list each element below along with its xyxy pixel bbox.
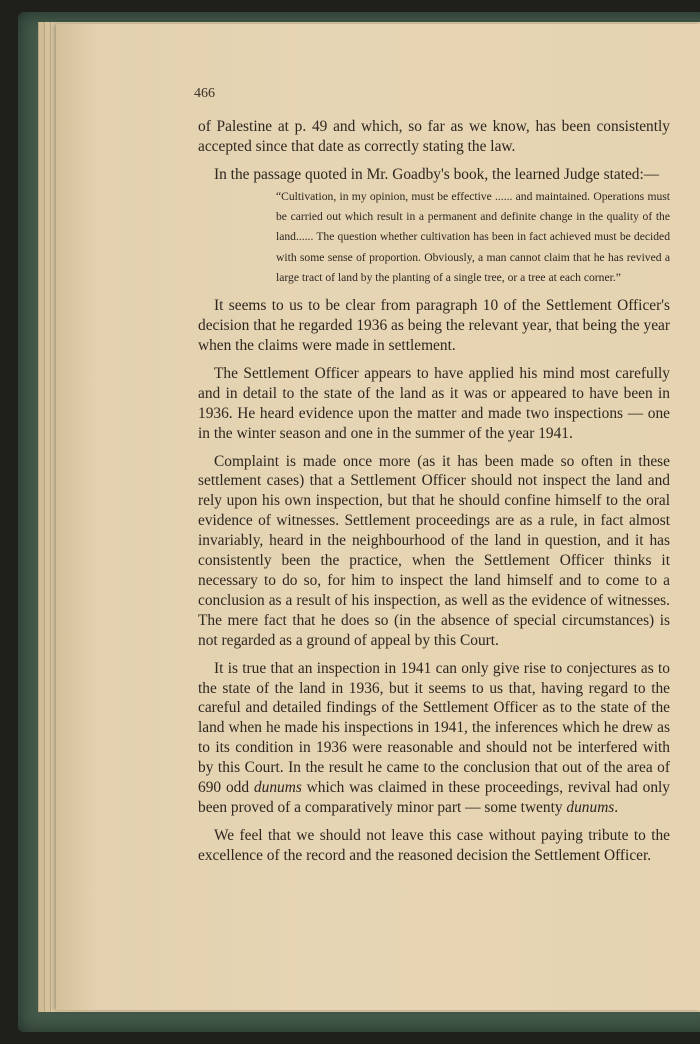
paragraph: The Settlement Officer appears to have applied his mind most carefully and in detail to the state of the land as it was or appeared to have been in 1936. He heard evidence upon the matter and made two inspections — one in the winter season and one in the summer of the year 1941. bbox=[198, 364, 670, 442]
text-run: which was claimed in these proceedings, revival had only been proved of a comparatively minor part — some twenty bbox=[198, 779, 670, 816]
paragraph bbox=[198, 659, 670, 818]
text-run: It is true that an inspection in 1941 can only give rise to conjectures as to the state of the land in 1936, but it seems to us that, having regard to the careful and detailed findings of the Settlement Officer as to the state of the land when he made his inspections in 1941, the inferences which he drew as to its condition in 1936 were reasonable and should not be interfered with by this Court. In the result he came to the conclusion that out of the area of 690 odd bbox=[198, 659, 670, 797]
paragraph: Complaint is made once more (as it has been made so often in these settlement cases) that a Settlement Officer should not inspect the land and rely upon his own inspection, but that he should confine himself to the oral evidence of witnesses. Settlement proceedings are as a rule, in fact almost invariably, heard in the neighbourhood of the land in question, and it has consistently been the practice, when the Settlement Officer thinks it necessary to do so, for him to inspect the land himself and to come to a conclusion as a result of his inspection, as well as the evidence of witnesses. The mere fact that he does so (in the absence of special circumstances) is not regarded as a ground of appeal by this Court. bbox=[198, 452, 670, 649]
italic-term: dunums bbox=[253, 779, 302, 797]
block-quote: “Cultivation, in my opinion, must be effective ...... and maintained. Operations must be carried out which result in a permanent and definite change in the quality of the land...... The question whether cultivation has been in fact achieved must be decided with some sense of proportion. Obviously, a man cannot claim that he has revived a large tract of land by the planting of a single tree, or a tree at each corner.” bbox=[276, 189, 670, 284]
paragraph: We feel that we should not leave this case without paying tribute to the excellence of the record and the reasoned decision the Settlement Officer. bbox=[198, 826, 670, 864]
italic-term: dunums bbox=[566, 798, 615, 816]
page-number: 466 bbox=[194, 86, 215, 101]
paragraph: of Palestine at p. 49 and which, so far as we know, has been consistently accepted since that date as correctly stating the law. bbox=[198, 118, 670, 155]
page-body bbox=[198, 117, 670, 874]
paragraph: It seems to us to be clear from paragraph 10 of the Settlement Officer's decision that he regarded 1936 as being the relevant year, that being the year when the claims were made in settlement. bbox=[198, 297, 670, 355]
text-run: . bbox=[614, 798, 619, 816]
paragraph: In the passage quoted in Mr. Goadby's book, the learned Judge stated:— bbox=[214, 165, 660, 183]
